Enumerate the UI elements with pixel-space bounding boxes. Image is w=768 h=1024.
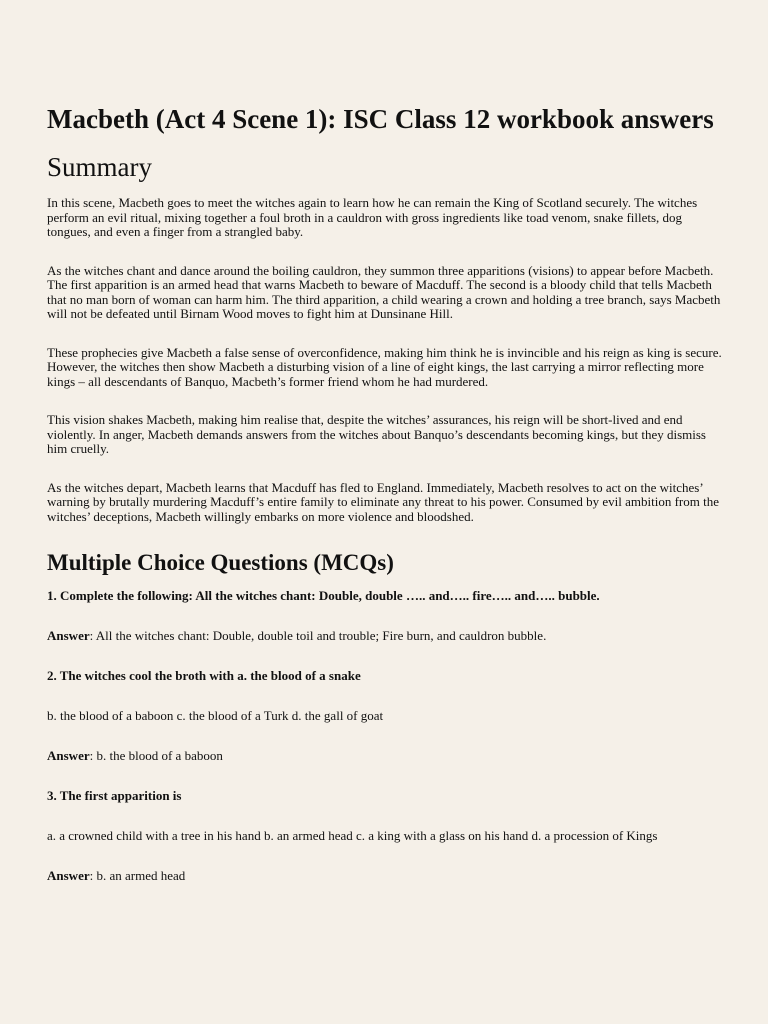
answer-1-text: : All the witches chant: Double, double toil and trouble; Fire burn, and cauldron bubble. [89, 628, 547, 643]
answer-label: Answer [47, 628, 90, 643]
question-3: 3. The first apparition is [47, 788, 182, 803]
question-1: 1. Complete the following: All the witches chant: Double, double ….. and….. fire….. and….. bubble. [47, 588, 600, 603]
answer-label: Answer [47, 748, 90, 763]
answer-2 [47, 748, 722, 763]
summary-paragraph-3: These prophecies give Macbeth a false sense of overconfidence, making him think he is invincible and his reign as king is secure. However, the witches then show Macbeth a disturbing vision of a line of eight kings, the last carrying a mirror reflecting more kings – all descendants of Banquo, Macbeth’s former friend whom he had murdered. [47, 344, 722, 389]
mcq-heading: Multiple Choice Questions (MCQs) [47, 550, 394, 575]
answer-3 [47, 868, 722, 883]
summary-paragraph-1: In this scene, Macbeth goes to meet the witches again to learn how he can remain the King of Scotland securely. The witches perform an evil ritual, mixing together a foul broth in a cauldron with gross ingredients like toad venom, snake fillets, dog tongues, and even a finger from a strangled baby. [47, 195, 698, 239]
question-2-options: b. the blood of a baboon c. the blood of a Turk d. the gall of goat [47, 708, 384, 723]
answer-2-text: : b. the blood of a baboon [89, 748, 223, 763]
answer-3-text: : b. an armed head [89, 868, 186, 883]
summary-paragraph-5: As the witches depart, Macbeth learns that Macduff has fled to England. Immediately, Macbeth resolves to act on the witches’ warning by brutally murdering Macduff’s entire family to eliminate any threat to his power. Consumed by evil ambition from the witches’ deceptions, Macbeth willingly embarks on more violence and bloodshed. [47, 479, 719, 524]
answer-label: Answer [47, 868, 90, 883]
page-title: Macbeth (Act 4 Scene 1): ISC Class 12 workbook answers [47, 104, 714, 134]
question-3-options: a. a crowned child with a tree in his hand b. an armed head c. a king with a glass on his hand d. a procession of Kings [47, 828, 658, 843]
question-2: 2. The witches cool the broth with a. the blood of a snake [47, 668, 361, 683]
answer-1 [47, 628, 722, 643]
summary-heading: Summary [47, 152, 152, 182]
summary-paragraph-2: As the witches chant and dance around the boiling cauldron, they summon three apparitions (visions) to appear before Macbeth. The first apparition is an armed head that warns Macbeth to beware of Macduff. The second is a bloody child that tells Macbeth that no man born of woman can harm him. The third apparition, a child wearing a crown and holding a tree branch, says Macbeth will not be defeated until Birnam Wood moves to fight him at Dunsinane Hill. [47, 262, 721, 321]
summary-paragraph-4: This vision shakes Macbeth, making him realise that, despite the witches’ assurances, his reign will be short-lived and end violently. In anger, Macbeth demands answers from the witches about Banquo’s descendants becoming kings, but they dismiss him cruelly. [47, 412, 706, 456]
